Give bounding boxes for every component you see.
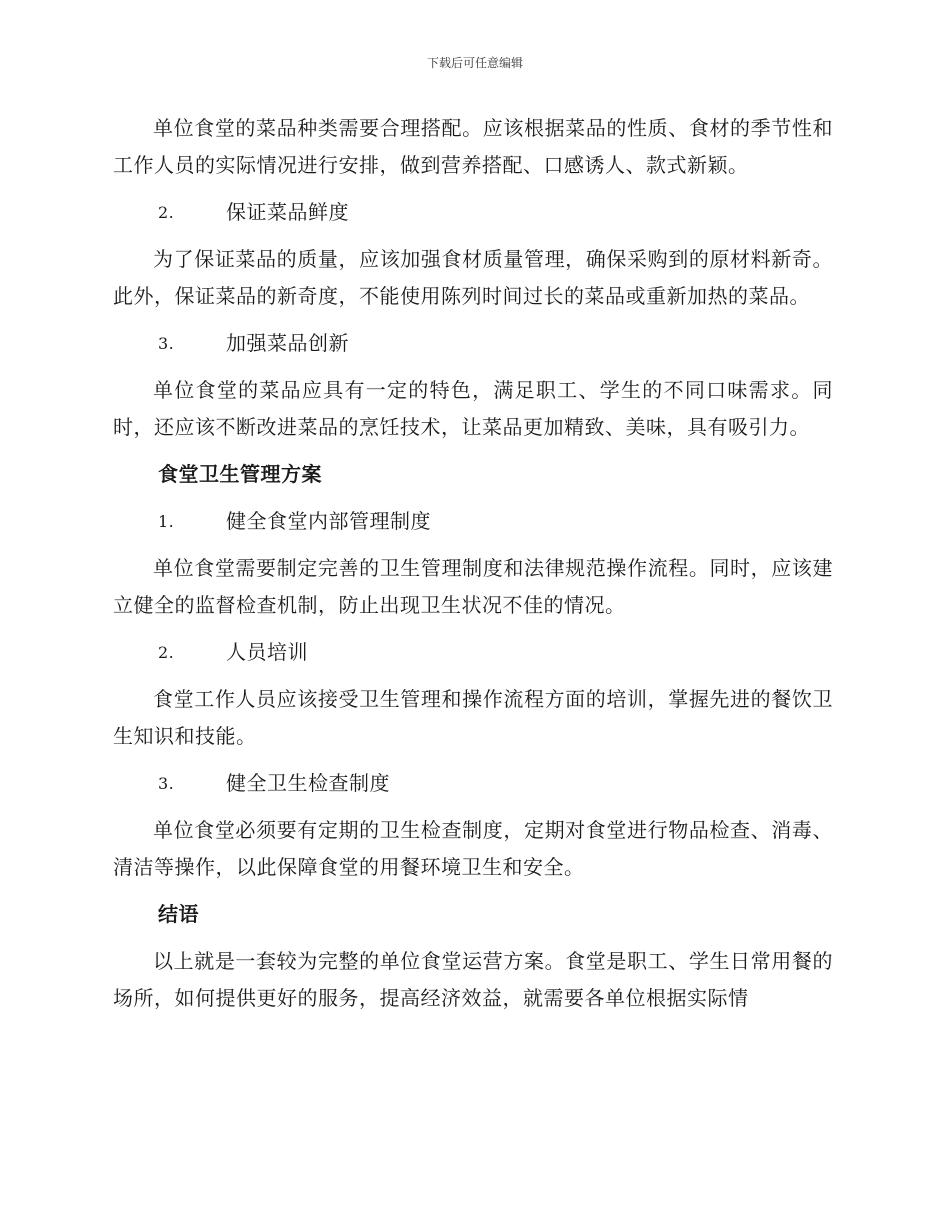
- list-item-text: 保证菜品鲜度: [226, 200, 349, 224]
- paragraph: 单位食堂必须要有定期的卫生检查制度，定期对食堂进行物品检查、消毒、清洁等操作，以此保障食堂的用餐环境卫生和安全。: [113, 818, 833, 879]
- section-heading: 食堂卫生管理方案: [158, 462, 322, 486]
- list-number: 3.: [158, 774, 175, 793]
- paragraph: 单位食堂的菜品应具有一定的特色，满足职工、学生的不同口味需求。同时，还应该不断改进菜品的烹饪技术，让菜品更加精致、美味，具有吸引力。: [113, 378, 833, 439]
- section-heading: 结语: [158, 902, 199, 926]
- list-number: 3.: [158, 334, 175, 353]
- list-item: [113, 765, 833, 802]
- list-number: 2.: [158, 643, 175, 662]
- list-item-text: 健全卫生检查制度: [226, 771, 390, 795]
- list-item-text: 健全食堂内部管理制度: [226, 509, 431, 533]
- list-item-text: 人员培训: [226, 640, 308, 664]
- paragraph: 单位食堂的菜品种类需要合理搭配。应该根据菜品的性质、食材的季节性和工作人员的实际情况进行安排，做到营养搭配、口感诱人、款式新颖。: [113, 116, 833, 177]
- paragraph: 单位食堂需要制定完善的卫生管理制度和法律规范操作流程。同时，应该建立健全的监督检查机制，防止出现卫生状况不佳的情况。: [113, 556, 833, 617]
- paragraph: 为了保证菜品的质量，应该加强食材质量管理，确保采购到的原材料新奇。此外，保证菜品的新奇度，不能使用陈列时间过长的菜品或重新加热的菜品。: [113, 247, 833, 308]
- paragraph: 食堂工作人员应该接受卫生管理和操作流程方面的培训，掌握先进的餐饮卫生知识和技能。: [113, 687, 833, 748]
- list-number: 2.: [158, 203, 175, 222]
- paragraph: 以上就是一套较为完整的单位食堂运营方案。食堂是职工、学生日常用餐的场所，如何提供更好的服务，提高经济效益，就需要各单位根据实际情: [113, 949, 833, 1010]
- document-body: [113, 110, 833, 1017]
- list-item: [113, 194, 833, 231]
- page-header: 下载后可任意编辑: [426, 56, 523, 70]
- list-item-text: 加强菜品创新: [226, 331, 349, 355]
- list-item: [113, 503, 833, 540]
- list-item: [113, 325, 833, 362]
- list-number: 1.: [158, 512, 175, 531]
- list-item: [113, 634, 833, 671]
